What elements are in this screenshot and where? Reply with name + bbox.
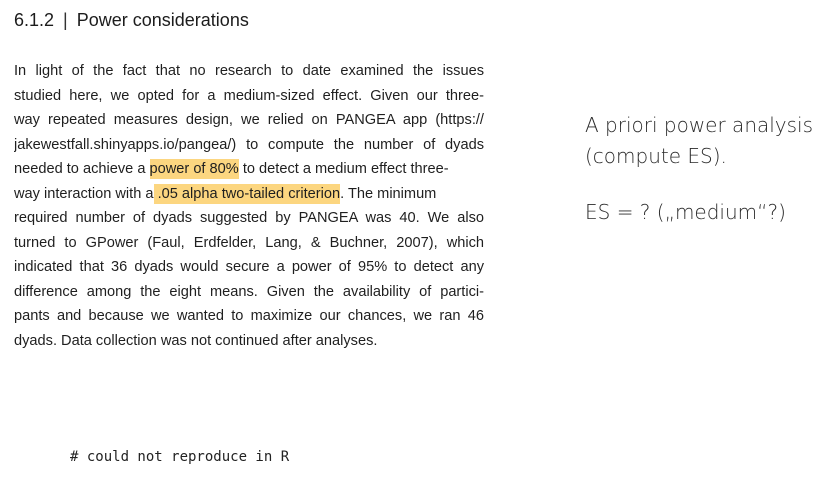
paragraph-line: In light of the fact that no research to date examined the issues xyxy=(14,63,484,79)
section-heading xyxy=(14,8,249,32)
paragraph-line: studied here, we opted for a medium-sized effect. Given our three- xyxy=(14,87,484,104)
highlight-power: power of 80% xyxy=(149,161,239,177)
paragraph-line: difference among the eight means. Given the availability of partici- xyxy=(14,283,484,300)
paragraph-line: pants and because we wanted to maximize our chances, we ran 46 xyxy=(14,308,484,324)
paragraph-text: way interaction with a xyxy=(14,185,154,202)
note-line: (compute ES). xyxy=(585,144,727,168)
paragraph-line: way repeated measures design, we relied on PANGEA app (https:// xyxy=(14,112,484,128)
paragraph-line: dyads. Data collection was not continued after analyses. xyxy=(14,332,378,349)
heading-separator: | xyxy=(63,10,68,30)
paragraph-line xyxy=(14,182,484,207)
note-line: A priori power analysis xyxy=(585,113,814,137)
paragraph-line: turned to GPower (Faul, Erdfelder, Lang, & Buchner, 2007), which xyxy=(14,234,484,251)
highlight-alpha: .05 alpha two-tailed criterion xyxy=(153,185,341,202)
power-analysis-note xyxy=(585,110,813,172)
paragraph-line xyxy=(14,157,484,182)
effect-size-note: ES = ? („medium“?) xyxy=(585,200,786,224)
paragraph-line: jakewestfall.shinyapps.io/pangea/) to compute the number of dyads xyxy=(14,136,484,153)
paragraph-line: indicated that 36 dyads would secure a power of 95% to detect any xyxy=(14,259,484,275)
paragraph-text: needed to achieve a xyxy=(14,161,150,177)
paragraph-line: required number of dyads suggested by PANGEA was 40. We also xyxy=(14,210,484,226)
code-comment: # could not reproduce in R xyxy=(70,449,290,465)
paragraph-text: . The minimum xyxy=(340,185,437,202)
section-number: 6.1.2 xyxy=(14,10,55,30)
power-paragraph xyxy=(14,59,484,353)
paragraph-text: to detect a medium effect three- xyxy=(238,161,449,177)
section-title: Power considerations xyxy=(76,10,249,30)
